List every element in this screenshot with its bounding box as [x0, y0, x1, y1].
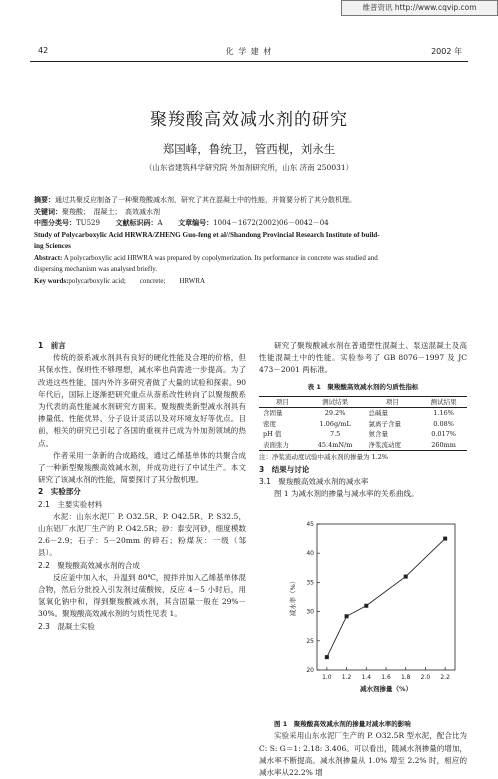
section-3-1-heading: 3.1 聚羧酸高效减水剂的减水率 [259, 476, 369, 486]
data-point [345, 614, 349, 618]
table-cell: 1.16% [433, 409, 454, 418]
concrete-test-paragraph: 研究了聚羧酸减水剂在普通塑性混凝土、泵送混凝土及高性能混凝土中的性能。实验参考了 GB 8076－1997 及 JC 473－2001 两标准。 [259, 341, 467, 375]
classification-line [34, 218, 464, 230]
data-point [404, 575, 408, 579]
abstract-cn-label: 摘要： [34, 196, 55, 204]
keywords-en-label: Key words: [34, 276, 69, 285]
table-cell: 0.017% [431, 430, 456, 439]
x-tick-label: 1.2 [341, 674, 352, 682]
table-cell: 总碱量 [368, 409, 388, 418]
table-cell: 1.06g/mL [319, 419, 351, 428]
properties-table [259, 396, 467, 452]
x-axis-label: 减水剂掺量（%） [359, 685, 413, 694]
intro-paragraph-1: 传统的萘系减水剂具有良好的硬化性能及合理的价格，但其保水性、保坍性不够理想，减水率也尚需进一步提高。为了改进这些性能，国内外许多研究者做了大量的试验和探索。90 年代后，国际上逐渐把研究重点从萘系改性转向了以聚羧酸系为代表的高性能减水剂研究方面来。聚羧酸类新型减水剂具有掺量低、性能优异、分子设计灵活以及对环境友好等优点。目前，相关的研究已引起了各国的重视并已成为外加剂领域的热点。 [38, 353, 246, 448]
keywords-en [34, 276, 464, 288]
table-cell: 含固量 [263, 409, 283, 418]
abstract-en-line-1 [34, 253, 464, 265]
keywords-cn-label: 关键词： [34, 207, 62, 216]
y-tick-label: 35 [306, 579, 314, 587]
table-header-cell: 测试结果 [322, 397, 349, 406]
table-cell: 净浆流动度 [368, 440, 401, 449]
watermark-banner: 维普资讯 http://www.cqvip.com [341, 0, 498, 16]
right-column [259, 340, 467, 779]
left-column [38, 340, 246, 633]
keywords-cn [34, 207, 464, 219]
section-2-heading: 2 实验部分 [38, 487, 81, 497]
figure-1-chart [259, 504, 467, 718]
x-tick-label: 1.8 [400, 674, 411, 682]
x-tick-label: 1.4 [361, 674, 372, 682]
article-number-label: 文章编号： [178, 219, 214, 227]
y-tick-label: 45 [306, 521, 314, 529]
page-number: 42 [38, 46, 49, 55]
keywords-cn-text: 聚羧酸； 混凝土； 高效减水剂 [62, 207, 160, 216]
doc-code-value: A [157, 219, 163, 227]
data-point [364, 604, 368, 608]
running-header [30, 46, 468, 60]
article-authors: 郑国峰，鲁统卫，管西枧，刘永生 [162, 142, 336, 156]
keywords-en-text: polycarboxylic acid; concrete; HRWRA [68, 276, 206, 285]
table-cell: 7.5 [329, 430, 341, 439]
chart-svg [259, 504, 467, 718]
data-point [443, 537, 447, 541]
article-affiliation: （山东省建筑科学研究院 外加剂研究所，山东 济南 250031） [144, 163, 354, 172]
table-cell: 29.2% [324, 409, 346, 418]
x-tick-label: 2.2 [440, 674, 450, 682]
table-note: 注：净浆流动度试验中减水剂的掺量为 1.2% [259, 453, 389, 462]
table-cell: 氨含量 [368, 430, 388, 439]
abstract-cn [34, 195, 464, 207]
section-1-heading: 1 前言 [38, 341, 66, 350]
table-row [259, 408, 467, 419]
table-row [259, 419, 467, 430]
table-header-row [259, 396, 467, 408]
abstract-en-line-2: dispersing mechanism was analysed briefly. [34, 265, 157, 273]
clc-value: TU529 [76, 219, 100, 227]
section-2-1-heading: 2.1 主要实验材料 [38, 499, 103, 509]
y-tick-label: 20 [306, 667, 314, 675]
series-line [327, 539, 445, 658]
materials-paragraph: 水泥：山东水泥厂 P. O32.5R、P. O42.5R、P. S32.5，山东铝厂水泥厂生产的 P. O42.5R；砂：泰安河砂，细度模数 2.6－2.9；石子：5－20mm 的碎石；粉煤灰：一级（邹县）。 [38, 511, 246, 558]
y-tick-label: 30 [306, 608, 314, 616]
table-header-cell: 项目 [275, 397, 289, 406]
english-title-line-1: Study of Polycarboxylic Acid HRWRA/ZHENG Guo-feng et al//Shandong Provincial Research Institute of build- [34, 230, 380, 239]
doc-code-label: 文献标识码： [115, 219, 158, 227]
table-cell: 表面张力 [263, 440, 289, 449]
section-2-3-heading: 2.3 混凝土实验 [38, 621, 95, 631]
table-cell: 氯离子含量 [368, 419, 401, 428]
table-row [259, 429, 467, 440]
abstract-en-text-1: A polycarboxylic acid HRWRA was prepared by copolymerization. Its performance in concrete was studied and [63, 253, 378, 262]
table-header-cell: 测试结果 [430, 397, 457, 406]
x-tick-label: 1.0 [322, 674, 332, 682]
journal-name: 化 学 建 材 [225, 47, 273, 56]
data-point [325, 655, 329, 659]
section-2-2-heading: 2.2 聚羧酸高效减水剂的合成 [38, 560, 140, 570]
abstract-cn-text: 通过共聚反应制备了一种聚羧酸减水剂，研究了其在混凝土中的性能，并简要分析了其分散机理。 [55, 196, 356, 204]
abstract-en-label: Abstract: [34, 253, 63, 262]
table-cell: 0.08% [433, 419, 454, 428]
x-tick-label: 1.6 [381, 674, 391, 682]
article-title: 聚羧酸高效减水剂的研究 [150, 110, 348, 130]
header-rule [30, 61, 468, 62]
article-number-value: 1004－1672(2002)06－0042－04 [213, 219, 329, 227]
abstract-block [34, 195, 464, 287]
figure-intro-paragraph: 图 1 为减水剂的掺量与减水率的关系曲线。 [274, 488, 419, 498]
intro-paragraph-2: 作者采用一条新的合成路线，通过乙烯基单体的共聚合成了一种新型聚羧酸高效减水剂，并成功进行了中试生产。本文研究了该减水剂的性能，简要探讨了其分散机理。 [38, 450, 246, 485]
english-title-line-2: ing Sciences [34, 242, 71, 250]
table-cell: 260mm [431, 440, 456, 449]
clc-label: 中图分类号： [34, 219, 76, 227]
synthesis-paragraph: 反应釜中加入水，升温到 80℃，搅拌并加入乙烯基单体混合物，然后分批投入引发剂过硫酸铵，反应 4－5 小时后，用氢氧化钠中和，得到聚羧酸减水剂，其含固量一般在 29%－30%。聚羧酸高效减水剂的匀质性见表 1。 [38, 572, 246, 619]
table-cell: 密度 [263, 419, 276, 428]
section-3-heading: 3 结果与讨论 [259, 464, 310, 474]
table-header-cell: 项目 [385, 397, 399, 406]
table-cell: pH 值 [263, 430, 282, 439]
x-tick-label: 2.0 [420, 674, 431, 682]
table-caption: 表 1 聚羧酸高效减水剂的匀质性指标 [307, 382, 419, 391]
journal-year: 2002 年 [431, 47, 462, 56]
y-tick-label: 40 [306, 550, 314, 558]
y-tick-label: 25 [306, 637, 314, 645]
figure-caption: 图 1 聚羧酸高效减水剂的掺量对减水率的影响 [274, 720, 411, 729]
results-paragraph: 实验采用山东水泥厂生产的 P. O32.5R 型水泥，配合比为 C: S: G＝1: 2.18: 3.406。可以看出，随减水剂掺量的增加，减水率不断提高。减水剂掺量从 1.0% 增至 2.2% 时，相应的减水率从22.2% 增 [259, 731, 467, 777]
plot-frame [317, 524, 455, 670]
table-row [259, 440, 467, 451]
y-axis-label: 减水率（%） [289, 577, 297, 617]
table-cell: 45.4mN/m [317, 440, 353, 449]
